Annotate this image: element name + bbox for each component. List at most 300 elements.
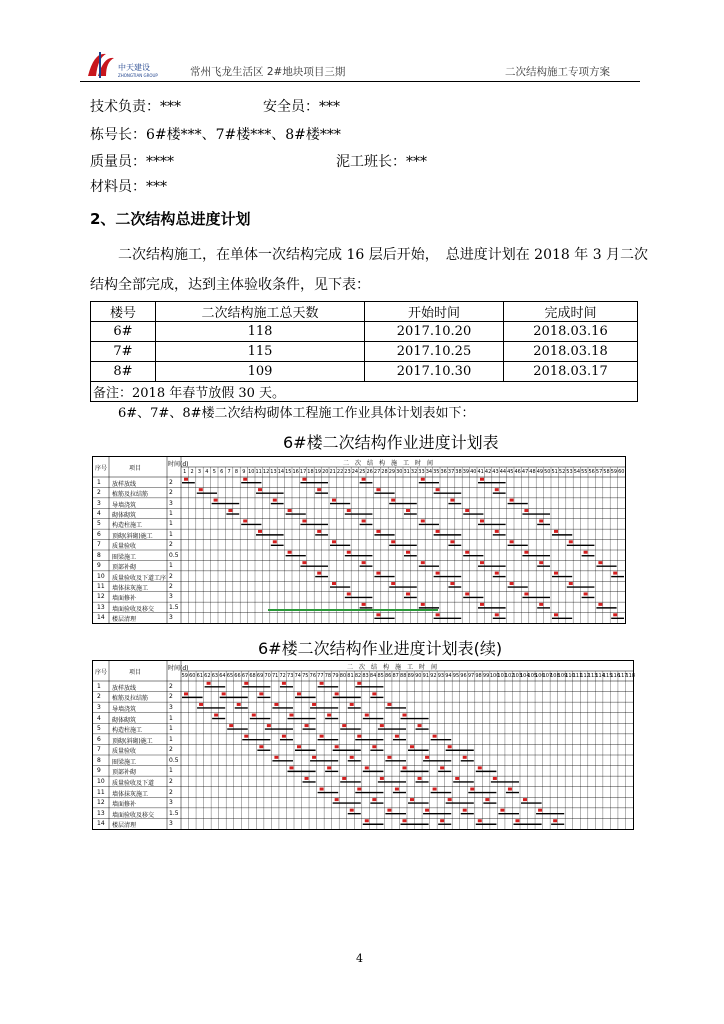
gantt-floor-mark [312,703,316,706]
gantt-day-number: 88 [400,673,407,679]
gantt-floor-mark [305,724,309,727]
cell: 8# [91,362,156,382]
gantt-floor-mark [244,735,248,738]
cell: 2018.03.18 [504,342,638,362]
gantt-day-number: 31 [403,469,410,475]
gantt-day-number: 3 [197,469,202,475]
gantt-day-number: 16 [292,469,299,475]
gantt-floor-mark [243,478,247,481]
gantt-day-number: 9 [242,469,246,475]
gantt-floor-mark [440,819,444,822]
gantt-task-no: 6 [97,530,101,538]
gantt-floor-mark [436,572,440,575]
cell: 2017.10.30 [365,362,504,382]
gantt-task-name: 顶部补砌 [112,564,137,572]
gantt-floor-mark [372,692,376,695]
gantt-floor-mark [258,530,262,533]
gantt-day-number: 30 [396,469,403,475]
gantt-floor-mark [539,561,543,564]
gantt-floor-mark [347,509,351,512]
gantt-day-number: 21 [329,469,336,475]
gantt-floor-mark [523,798,527,801]
gantt-day-number: 40 [470,469,477,475]
gantt-day-number: 57 [595,469,603,475]
gantt-floor-mark [569,582,573,585]
gantt-task-no: 1 [97,682,101,690]
gantt-floor-mark [258,488,262,491]
gantt-task-name: 墙体抹灰施工 [112,585,149,592]
schedule-table [90,301,638,402]
gantt-col-task: 项目 [129,669,142,676]
page-number: 4 [356,952,363,965]
gantt-floor-mark [450,582,454,585]
gantt-floor-mark [584,592,588,595]
cell: 118 [156,322,365,342]
gantt-task-no: 5 [97,725,101,733]
gantt-day-number: 1 [183,469,187,475]
gantt-task-days: 2 [169,788,173,796]
gantt-task-days: 2 [169,682,173,690]
gantt-task-no: 8 [97,551,101,559]
gantt-day-number: 103 [512,673,522,679]
gantt-floor-mark [297,692,301,695]
gantt-day-number: 53 [566,469,573,475]
gantt-floor-mark [391,582,395,585]
company-logo [84,48,164,80]
gantt-task-name: 砌体砌筑 [112,716,137,724]
gantt-day-number: 115 [602,673,613,679]
gantt-day-number: 101 [497,673,507,679]
gantt-task-name: 砌体砌筑 [112,512,137,519]
gantt-floor-mark [425,756,429,759]
gantt-milestone-line [268,609,438,611]
gantt-floor-mark [259,692,263,695]
gantt-day-number: 28 [381,469,388,475]
gantt-day-number: 43 [492,469,499,475]
gantt-floor-mark [478,819,482,822]
gantt-day-number: 2 [190,469,194,475]
gantt-floor-mark [320,682,324,685]
gantt-day-number: 74 [294,673,301,679]
gantt-day-number: 61 [196,673,204,679]
gantt-task-no: 5 [97,520,101,528]
gantt-floor-mark [305,777,309,780]
gantt-day-number: 23 [344,469,351,475]
gantt-day-number: 58 [603,469,610,475]
gantt-floor-mark [335,745,339,748]
gantt-task-days: 1.5 [169,603,179,611]
gantt-floor-mark [421,603,425,606]
gantt-day-number: 34 [425,469,433,475]
gantt-task-no: 9 [97,562,101,570]
logo-text: 中天建设 [118,63,150,72]
gantt-floor-mark [335,692,339,695]
gantt-task-no: 6 [97,735,101,743]
gantt-task-days: 1 [169,562,173,570]
gantt-day-number: 38 [455,469,462,475]
gantt-day-number: 46 [514,469,521,475]
gantt-day-number: 99 [482,673,490,679]
gantt-floor-mark [350,809,354,812]
gantt-day-number: 80 [339,673,347,679]
gantt-task-days: 0.5 [169,756,179,764]
gantt-floor-mark [365,819,369,822]
gantt-intro: 6#、7#、8#楼二次结构砌体工程施工作业具体计划表如下： [118,406,475,421]
gantt-floor-mark [406,592,410,595]
gantt-floor-mark [480,603,484,606]
gantt-floor-mark [297,745,301,748]
gantt-day-number: 22 [336,469,344,475]
gantt-floor-mark [302,478,306,481]
cell: 2018.03.16 [504,322,638,342]
gantt-floor-mark [448,745,452,748]
gantt-task-name: 导墙浇筑 [112,705,137,713]
gantt-day-number: 71 [271,673,279,679]
gantt-day-number: 26 [366,469,373,475]
gantt-day-number: 36 [440,469,447,475]
gantt-floor-mark [237,703,241,706]
staff-materials: 材料员：*** [90,179,167,195]
gantt-task-name: 楼层清理 [112,616,137,624]
gantt-floor-mark [342,777,346,780]
gantt-floor-mark [480,478,484,481]
gantt-day-number: 81 [347,673,354,679]
gantt-day-number: 29 [388,469,396,475]
cell: 2018.03.17 [504,362,638,382]
intro-paragraph: 二次结构施工，在单体一次结构完成 16 层后开始， 总进度计划在 2018 年 3 月二次结构全部完成，达到主体验收条件，见下表： [90,247,649,293]
gantt-floor-mark [524,551,528,554]
gantt-floor-mark [478,766,482,769]
gantt-day-number: 114 [595,673,605,679]
gantt-grid [93,661,633,829]
gantt-task-name: 墙面修补 [112,801,137,809]
gantt-floor-mark [515,819,519,822]
col-start: 开始时间 [365,302,504,322]
staff-mason-lead: 泥工班长：*** [336,154,427,170]
gantt-floor-mark [485,798,489,801]
gantt-day-number: 73 [287,673,294,679]
gantt-task-name: 导墙浇筑 [112,501,137,509]
gantt-floor-mark [406,551,410,554]
gantt-floor-mark [524,509,528,512]
gantt-floor-mark [436,530,440,533]
gantt-task-days: 3 [169,499,173,507]
gantt-task-name: 放样放线 [112,480,137,488]
gantt-day-number: 52 [558,469,566,475]
gantt-task-no: 4 [97,510,101,517]
gantt-floor-mark [495,613,499,616]
gantt-day-number: 100 [489,673,500,679]
gantt-day-number: 104 [520,673,530,679]
gantt-floor-mark [207,682,211,685]
gantt-day-number: 54 [573,469,581,475]
gantt-floor-mark [362,519,366,522]
gantt-task-name: 顶部补砌 [112,769,137,777]
gantt-floor-mark [372,798,376,801]
gantt-task-name: 植筋及拉结筋 [112,695,149,703]
gantt-task-name: 楼层清理 [112,822,137,830]
gantt-day-number: 91 [422,673,430,679]
gantt-col-days: 时间(d) [168,461,189,468]
gantt-task-name: 质量验收 [112,748,137,756]
gantt-task-no: 14 [97,820,105,828]
gantt-floor-mark [347,551,351,554]
gantt-floor-mark [500,809,504,812]
gantt-day-number: 65 [226,673,234,679]
gantt-day-number: 78 [324,673,332,679]
gantt-task-no: 11 [97,583,105,590]
gantt-day-number: 77 [317,673,324,679]
gantt-floor-mark [199,703,203,706]
gantt-day-number: 32 [410,469,418,475]
gantt-floor-mark [510,499,514,502]
gantt-task-no: 4 [97,714,101,722]
gantt-day-number: 47 [521,469,529,475]
gantt-floor-mark [320,735,324,738]
gantt-floor-mark [402,766,406,769]
gantt-floor-mark [327,714,331,717]
gantt-day-number: 45 [507,469,514,475]
gantt-floor-mark [425,809,429,812]
page-header [80,48,640,82]
gantt-floor-mark [598,603,602,606]
gantt-floor-mark [463,756,467,759]
gantt-task-days: 1 [169,510,173,517]
gantt-floor-mark [395,735,399,738]
gantt-day-number: 98 [475,673,482,679]
gantt-floor-mark [282,682,286,685]
gantt-task-days: 1 [169,530,173,538]
gantt-floor-mark [418,777,422,780]
gantt-day-number: 90 [415,673,422,679]
gantt-floor-mark [243,519,247,522]
gantt-day-number: 105 [527,673,538,679]
col-building: 楼号 [91,302,156,322]
gantt-floor-mark [184,692,188,695]
gantt-floor-mark [395,788,399,791]
gantt-day-number: 4 [205,469,209,475]
gantt-task-no: 12 [97,593,105,601]
gantt-floor-mark [289,714,293,717]
gantt-floor-mark [613,613,617,616]
gantt-floor-mark [229,724,233,727]
gantt-floor-mark [317,488,321,491]
gantt-day-number: 27 [373,469,381,475]
gantt-span-header: 二 次 结 构 施 工 时 间 [347,664,438,671]
gantt-day-number: 37 [447,469,455,475]
gantt-day-number: 63 [211,673,219,679]
gantt-day-number: 72 [279,673,286,679]
gantt-day-number: 69 [256,673,264,679]
gantt-floor-mark [495,530,499,533]
gantt-floor-mark [244,682,248,685]
gantt-floor-mark [436,613,440,616]
gantt1-chart [92,456,626,624]
gantt-floor-mark [406,509,410,512]
gantt-floor-mark [273,540,277,543]
gantt-floor-mark [436,488,440,491]
gantt-day-number: 89 [407,673,414,679]
gantt-floor-mark [332,499,336,502]
gantt-day-number: 108 [550,673,560,679]
gantt-day-number: 111 [572,673,583,679]
gantt-task-name: 顶砌(斜砌)施工 [112,532,153,540]
gantt-day-number: 5 [212,469,216,475]
gantt-floor-mark [380,724,384,727]
gantt-floor-mark [362,603,366,606]
gantt-day-number: 79 [332,673,339,679]
gantt-floor-mark [465,551,469,554]
gantt-day-number: 96 [460,673,467,679]
gantt-day-number: 59 [181,673,188,679]
gantt-day-number: 11 [255,469,262,475]
gantt-floor-mark [470,788,474,791]
gantt-day-number: 20 [322,469,329,475]
gantt-floor-mark [357,735,361,738]
gantt-floor-mark [495,488,499,491]
gantt-day-number: 42 [484,469,492,475]
gantt-task-days: 1 [169,714,173,722]
gantt2-title: 6#楼二次结构作业进度计划表(续) [258,639,503,658]
col-end: 完成时间 [504,302,638,322]
gantt-floor-mark [288,509,292,512]
gantt-floor-mark [465,509,469,512]
gantt-day-number: 95 [452,673,460,679]
gantt-day-number: 56 [588,469,595,475]
gantt-task-days: 1 [169,725,173,733]
gantt-day-number: 117 [617,673,628,679]
gantt-floor-mark [350,703,354,706]
cell: 2017.10.20 [365,322,504,342]
gantt-day-number: 66 [234,673,241,679]
gantt-floor-mark [288,551,292,554]
gantt-task-days: 0.5 [169,551,179,559]
gantt-task-no: 10 [97,572,105,580]
gantt-floor-mark [365,766,369,769]
gantt-day-number: 87 [392,673,399,679]
gantt-day-number: 60 [618,469,625,475]
gantt-day-number: 55 [581,469,588,475]
gantt-floor-mark [455,777,459,780]
gantt-task-no: 9 [97,767,101,775]
gantt-task-name: 墙面修补 [112,595,137,603]
gantt-day-number: 82 [354,673,362,679]
gantt-floor-mark [376,530,380,533]
gantt-floor-mark [410,798,414,801]
gantt-day-number: 64 [219,673,226,679]
gantt-day-number: 41 [477,469,484,475]
gantt-day-number: 110 [565,673,575,679]
gantt-floor-mark [184,478,188,481]
gantt-day-number: 12 [262,469,270,475]
gantt-task-name: 质量验收 [112,543,137,551]
gantt-task-days: 3 [169,614,173,622]
gantt-floor-mark [554,572,558,575]
gantt-floor-mark [598,561,602,564]
table-note: 备注：2018 年春节放假 30 天。 [91,382,638,402]
gantt-floor-mark [480,519,484,522]
header-rule [80,81,640,82]
gantt-day-number: 116 [610,673,620,679]
gantt-floor-mark [554,530,558,533]
gantt-task-name: 圈梁施工 [112,553,137,561]
gantt-col-days: 时间(d) [168,665,189,672]
gantt-task-days: 1 [169,735,173,743]
gantt-floor-mark [402,819,406,822]
gantt-task-no: 13 [97,809,105,817]
gantt-floor-mark [448,798,452,801]
gantt-col-no: 序号 [95,465,108,472]
gantt-day-number: 92 [430,673,437,679]
gantt-floor-mark [302,561,306,564]
cell: 6# [91,322,156,342]
gantt1-title: 6#楼二次结构作业进度计划表 [283,433,499,452]
cell: 7# [91,342,156,362]
gantt-day-number: 17 [299,469,307,475]
gantt-task-no: 2 [97,693,101,701]
gantt-day-number: 118 [625,673,635,679]
gantt-floor-mark [222,692,226,695]
gantt-floor-mark [510,582,514,585]
gantt-day-number: 75 [302,673,309,679]
gantt-task-name: 顶砌(斜砌)施工 [112,737,153,745]
gantt-task-name: 构造柱施工 [112,727,143,735]
gantt-day-number: 8 [234,469,239,475]
gantt-floor-mark [440,766,444,769]
gantt-floor-mark [538,809,542,812]
gantt-floor-mark [274,703,278,706]
gantt-task-no: 1 [97,478,101,486]
gantt-task-days: 2 [169,541,173,549]
gantt-day-number: 50 [544,469,551,475]
gantt-floor-mark [421,519,425,522]
gantt-floor-mark [508,788,512,791]
gantt-floor-mark [357,788,361,791]
gantt-task-days: 2 [169,478,173,486]
gantt-floor-mark [302,519,306,522]
gantt-floor-mark [391,499,395,502]
gantt-day-number: 48 [529,469,536,475]
staff-quality: 质量员：**** [90,154,174,170]
gantt-task-no: 2 [97,489,101,497]
gantt-floor-mark [267,724,271,727]
gantt-day-number: 39 [462,469,470,475]
gantt-floor-mark [421,561,425,564]
gantt-floor-mark [450,499,454,502]
gantt-task-no: 14 [97,614,105,622]
gantt-task-name: 圈梁施工 [112,758,137,766]
gantt-task-no: 13 [97,603,105,611]
gantt-floor-mark [524,592,528,595]
gantt-floor-mark [365,714,369,717]
gantt-day-number: 107 [542,673,553,679]
header-doc-title: 二次结构施工专项方案 [505,66,610,78]
gantt-task-name: 放样放线 [112,684,137,692]
gantt-task-days: 2 [169,777,173,785]
gantt-floor-mark [342,724,346,727]
gantt-day-number: 13 [270,469,277,475]
gantt-day-number: 60 [189,673,196,679]
gantt-task-no: 12 [97,799,105,807]
gantt-floor-mark [554,613,558,616]
gantt-floor-mark [584,551,588,554]
gantt-day-number: 51 [551,469,558,475]
gantt-day-number: 19 [314,469,322,475]
gantt-day-number: 76 [309,673,317,679]
gantt-task-days: 2 [169,583,173,590]
gantt-task-days: 2 [169,746,173,754]
gantt-floor-mark [418,724,422,727]
